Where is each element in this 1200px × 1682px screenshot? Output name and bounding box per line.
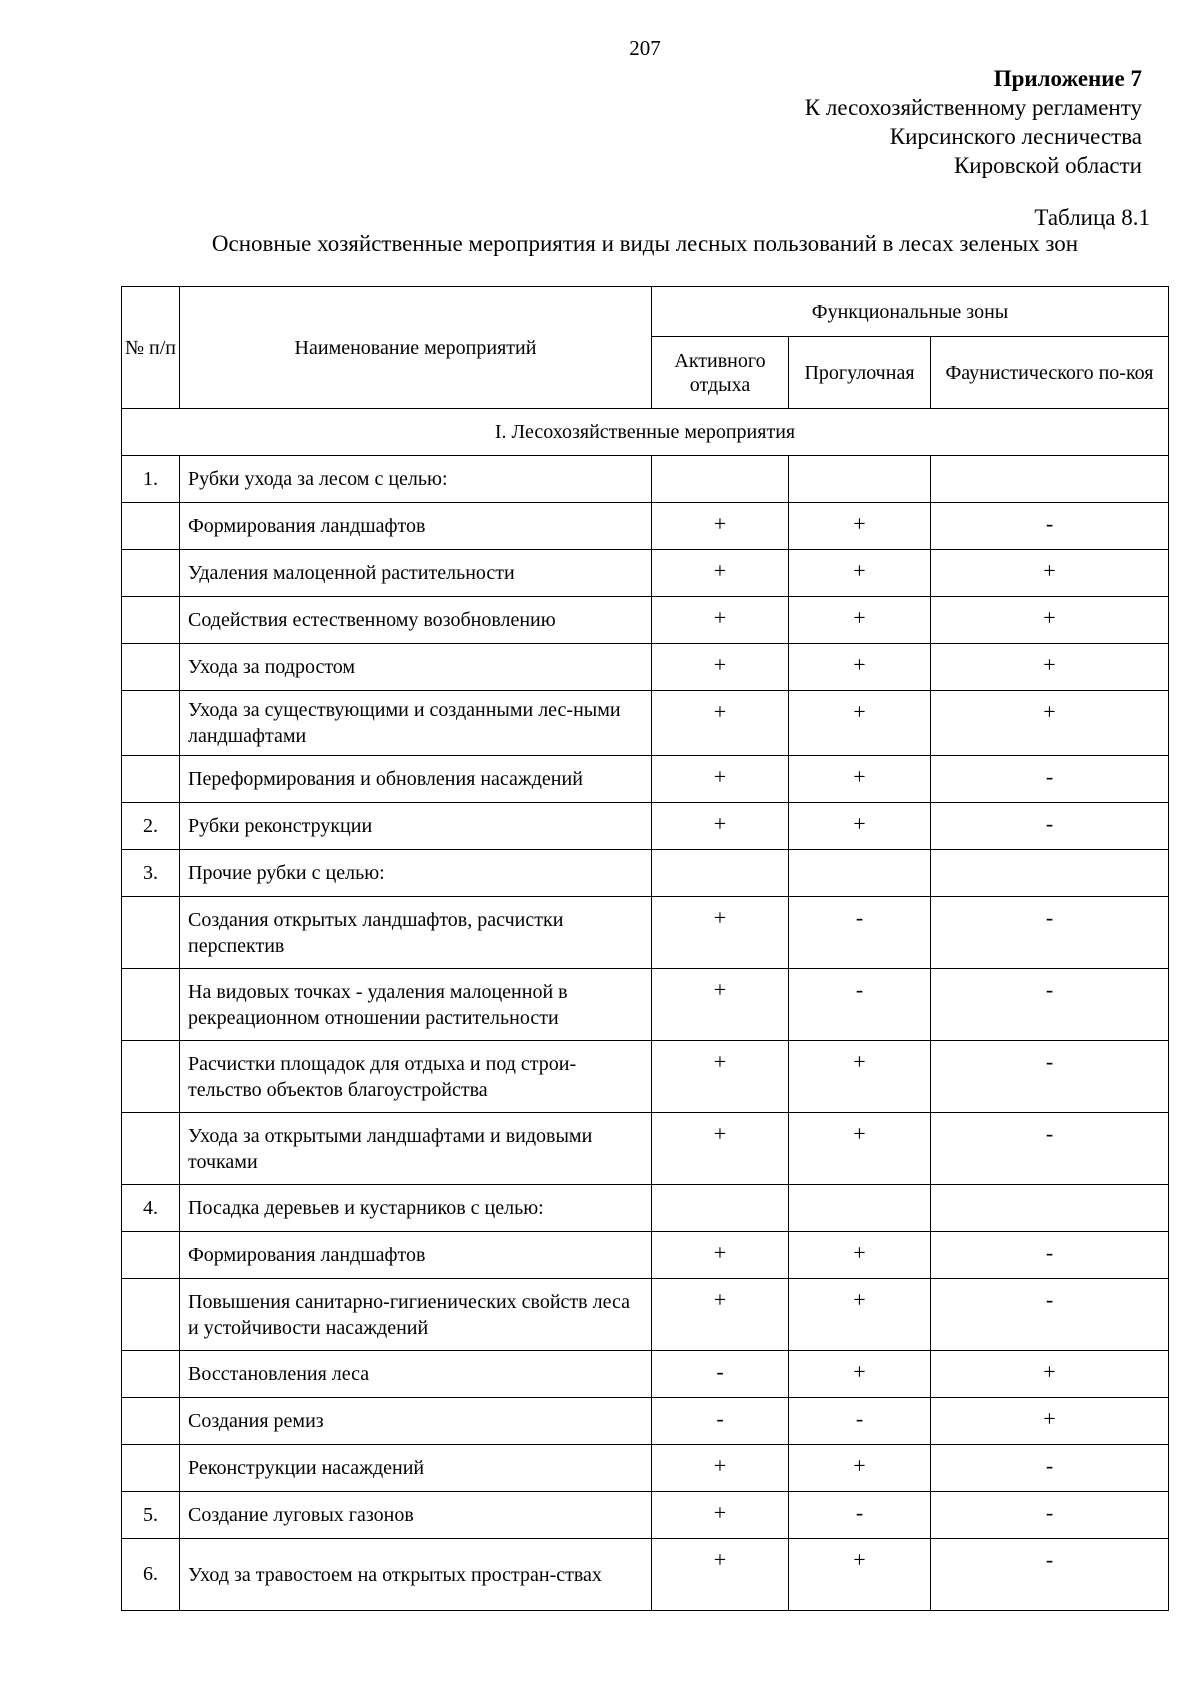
page-number: 207 bbox=[629, 36, 661, 60]
row-mark-active: + bbox=[652, 969, 789, 1041]
row-mark-fauna: - bbox=[931, 503, 1169, 550]
table-row bbox=[122, 1279, 1169, 1351]
section-title: I. Лесохозяйственные мероприятия bbox=[122, 409, 1169, 456]
row-mark-fauna: + bbox=[931, 691, 1169, 756]
row-activity-name: Уход за травостоем на открытых простран-ствах bbox=[180, 1539, 652, 1611]
row-mark-fauna bbox=[931, 1185, 1169, 1232]
row-mark-walk: + bbox=[789, 1539, 931, 1611]
row-mark-fauna: - bbox=[931, 969, 1169, 1041]
col-header-walk: Прогулочная bbox=[789, 337, 931, 409]
table-number: Таблица 8.1 bbox=[1034, 205, 1150, 230]
row-mark-walk: + bbox=[789, 597, 931, 644]
row-mark-active: + bbox=[652, 1232, 789, 1279]
table-row bbox=[122, 850, 1169, 897]
row-activity-name: Формирования ландшафтов bbox=[180, 503, 652, 550]
row-mark-walk: + bbox=[789, 691, 931, 756]
row-activity-name: Рубки реконструкции bbox=[180, 803, 652, 850]
row-mark-walk: + bbox=[789, 1041, 931, 1113]
row-mark-walk: + bbox=[789, 803, 931, 850]
row-mark-active bbox=[652, 1185, 789, 1232]
row-mark-active bbox=[652, 850, 789, 897]
row-mark-active: + bbox=[652, 503, 789, 550]
table-row bbox=[122, 597, 1169, 644]
row-mark-fauna: - bbox=[931, 1232, 1169, 1279]
row-activity-name: Содействия естественному возобновлению bbox=[180, 597, 652, 644]
row-mark-walk: - bbox=[789, 1492, 931, 1539]
row-number bbox=[122, 969, 180, 1041]
table-row bbox=[122, 550, 1169, 597]
row-number bbox=[122, 1279, 180, 1351]
row-mark-active: + bbox=[652, 803, 789, 850]
row-number: 5. bbox=[122, 1492, 180, 1539]
row-mark-fauna: - bbox=[931, 1113, 1169, 1185]
row-mark-fauna: - bbox=[931, 1539, 1169, 1611]
appendix-line-1: К лесохозяйственному регламенту bbox=[804, 95, 1142, 120]
row-activity-name: Создания ремиз bbox=[180, 1398, 652, 1445]
table-row bbox=[122, 897, 1169, 969]
row-mark-fauna: - bbox=[931, 1492, 1169, 1539]
table-row bbox=[122, 1492, 1169, 1539]
col-header-active: Активного отдыха bbox=[652, 337, 789, 409]
table-row bbox=[122, 1398, 1169, 1445]
row-number: 4. bbox=[122, 1185, 180, 1232]
table-row bbox=[122, 756, 1169, 803]
row-activity-name: Ухода за существующими и созданными лес-ными ландшафтами bbox=[180, 691, 652, 756]
row-activity-name: Восстановления леса bbox=[180, 1351, 652, 1398]
row-mark-walk: + bbox=[789, 1279, 931, 1351]
row-mark-walk: - bbox=[789, 969, 931, 1041]
row-number: 2. bbox=[122, 803, 180, 850]
appendix-line-3: Кировской области bbox=[953, 153, 1142, 178]
table-row bbox=[122, 1113, 1169, 1185]
col-header-num: № п/п bbox=[122, 287, 180, 409]
row-activity-name: Посадка деревьев и кустарников с целью: bbox=[180, 1185, 652, 1232]
table-row bbox=[122, 1041, 1169, 1113]
row-mark-active: + bbox=[652, 691, 789, 756]
row-number bbox=[122, 1445, 180, 1492]
row-mark-fauna: - bbox=[931, 1041, 1169, 1113]
row-mark-active: + bbox=[652, 1492, 789, 1539]
row-mark-walk: + bbox=[789, 550, 931, 597]
table-row bbox=[122, 1232, 1169, 1279]
row-mark-walk: + bbox=[789, 756, 931, 803]
row-mark-walk: + bbox=[789, 1113, 931, 1185]
row-mark-active: + bbox=[652, 756, 789, 803]
table-title: Основные хозяйственные мероприятия и виды лесных пользований в лесах зеленых зон bbox=[211, 231, 1079, 256]
row-number bbox=[122, 1113, 180, 1185]
row-number: 1. bbox=[122, 456, 180, 503]
row-activity-name: Реконструкции насаждений bbox=[180, 1445, 652, 1492]
row-number bbox=[122, 1351, 180, 1398]
row-activity-name: Ухода за открытыми ландшафтами и видовыми точками bbox=[180, 1113, 652, 1185]
row-mark-fauna: - bbox=[931, 1279, 1169, 1351]
row-mark-walk: + bbox=[789, 503, 931, 550]
row-mark-fauna: + bbox=[931, 644, 1169, 691]
row-number bbox=[122, 597, 180, 644]
row-mark-walk bbox=[789, 456, 931, 503]
row-mark-fauna: + bbox=[931, 597, 1169, 644]
row-number bbox=[122, 897, 180, 969]
row-activity-name: На видовых точках - удаления малоценной в рекреационном отношении растительности bbox=[180, 969, 652, 1041]
row-mark-fauna: - bbox=[931, 803, 1169, 850]
col-header-fauna: Фаунистического по-коя bbox=[931, 337, 1169, 409]
row-number bbox=[122, 1232, 180, 1279]
table-row bbox=[122, 1539, 1169, 1611]
table-row bbox=[122, 503, 1169, 550]
row-activity-name: Создания открытых ландшафтов, расчистки перспектив bbox=[180, 897, 652, 969]
row-mark-active: + bbox=[652, 550, 789, 597]
row-mark-walk: + bbox=[789, 1445, 931, 1492]
row-number bbox=[122, 644, 180, 691]
row-mark-fauna bbox=[931, 850, 1169, 897]
table-row bbox=[122, 456, 1169, 503]
row-activity-name: Рубки ухода за лесом с целью: bbox=[180, 456, 652, 503]
row-activity-name: Формирования ландшафтов bbox=[180, 1232, 652, 1279]
row-mark-active: - bbox=[652, 1351, 789, 1398]
activities-table bbox=[121, 286, 1169, 1611]
row-mark-fauna: - bbox=[931, 756, 1169, 803]
row-mark-fauna: + bbox=[931, 1351, 1169, 1398]
table-row bbox=[122, 1351, 1169, 1398]
row-activity-name: Расчистки площадок для отдыха и под строи-тельство объектов благоустройства bbox=[180, 1041, 652, 1113]
row-number bbox=[122, 550, 180, 597]
table-row bbox=[122, 1185, 1169, 1232]
appendix-header bbox=[805, 64, 1142, 180]
row-mark-active bbox=[652, 456, 789, 503]
table-row bbox=[122, 969, 1169, 1041]
row-mark-active: - bbox=[652, 1398, 789, 1445]
row-mark-fauna: + bbox=[931, 550, 1169, 597]
row-mark-walk: + bbox=[789, 1232, 931, 1279]
table-row bbox=[122, 1445, 1169, 1492]
table-row bbox=[122, 644, 1169, 691]
row-mark-walk: + bbox=[789, 1351, 931, 1398]
row-mark-active: + bbox=[652, 1445, 789, 1492]
row-mark-active: + bbox=[652, 897, 789, 969]
row-mark-active: + bbox=[652, 1113, 789, 1185]
row-activity-name: Переформирования и обновления насаждений bbox=[180, 756, 652, 803]
row-mark-fauna bbox=[931, 456, 1169, 503]
appendix-line-2: Кирсинского лесничества bbox=[889, 124, 1142, 149]
row-mark-active: + bbox=[652, 1279, 789, 1351]
row-number bbox=[122, 1398, 180, 1445]
row-activity-name: Ухода за подростом bbox=[180, 644, 652, 691]
table-row bbox=[122, 691, 1169, 756]
row-activity-name: Прочие рубки с целью: bbox=[180, 850, 652, 897]
row-mark-fauna: - bbox=[931, 1445, 1169, 1492]
row-mark-fauna: - bbox=[931, 897, 1169, 969]
row-number bbox=[122, 691, 180, 756]
row-mark-fauna: + bbox=[931, 1398, 1169, 1445]
table-row bbox=[122, 803, 1169, 850]
row-number bbox=[122, 1041, 180, 1113]
row-number: 6. bbox=[122, 1539, 180, 1611]
row-mark-active: + bbox=[652, 1041, 789, 1113]
row-mark-active: + bbox=[652, 644, 789, 691]
row-number bbox=[122, 756, 180, 803]
row-mark-active: + bbox=[652, 1539, 789, 1611]
row-activity-name: Повышения санитарно-гигиенических свойств леса и устойчивости насаждений bbox=[180, 1279, 652, 1351]
appendix-title: Приложение 7 bbox=[993, 66, 1142, 91]
col-header-name: Наименование мероприятий bbox=[180, 287, 652, 409]
row-number: 3. bbox=[122, 850, 180, 897]
row-mark-walk bbox=[789, 1185, 931, 1232]
row-mark-walk bbox=[789, 850, 931, 897]
row-activity-name: Удаления малоценной растительности bbox=[180, 550, 652, 597]
row-mark-walk: - bbox=[789, 897, 931, 969]
row-activity-name: Создание луговых газонов bbox=[180, 1492, 652, 1539]
col-header-zones: Функциональные зоны bbox=[652, 287, 1169, 337]
row-mark-walk: + bbox=[789, 644, 931, 691]
row-mark-walk: - bbox=[789, 1398, 931, 1445]
row-number bbox=[122, 503, 180, 550]
row-mark-active: + bbox=[652, 597, 789, 644]
